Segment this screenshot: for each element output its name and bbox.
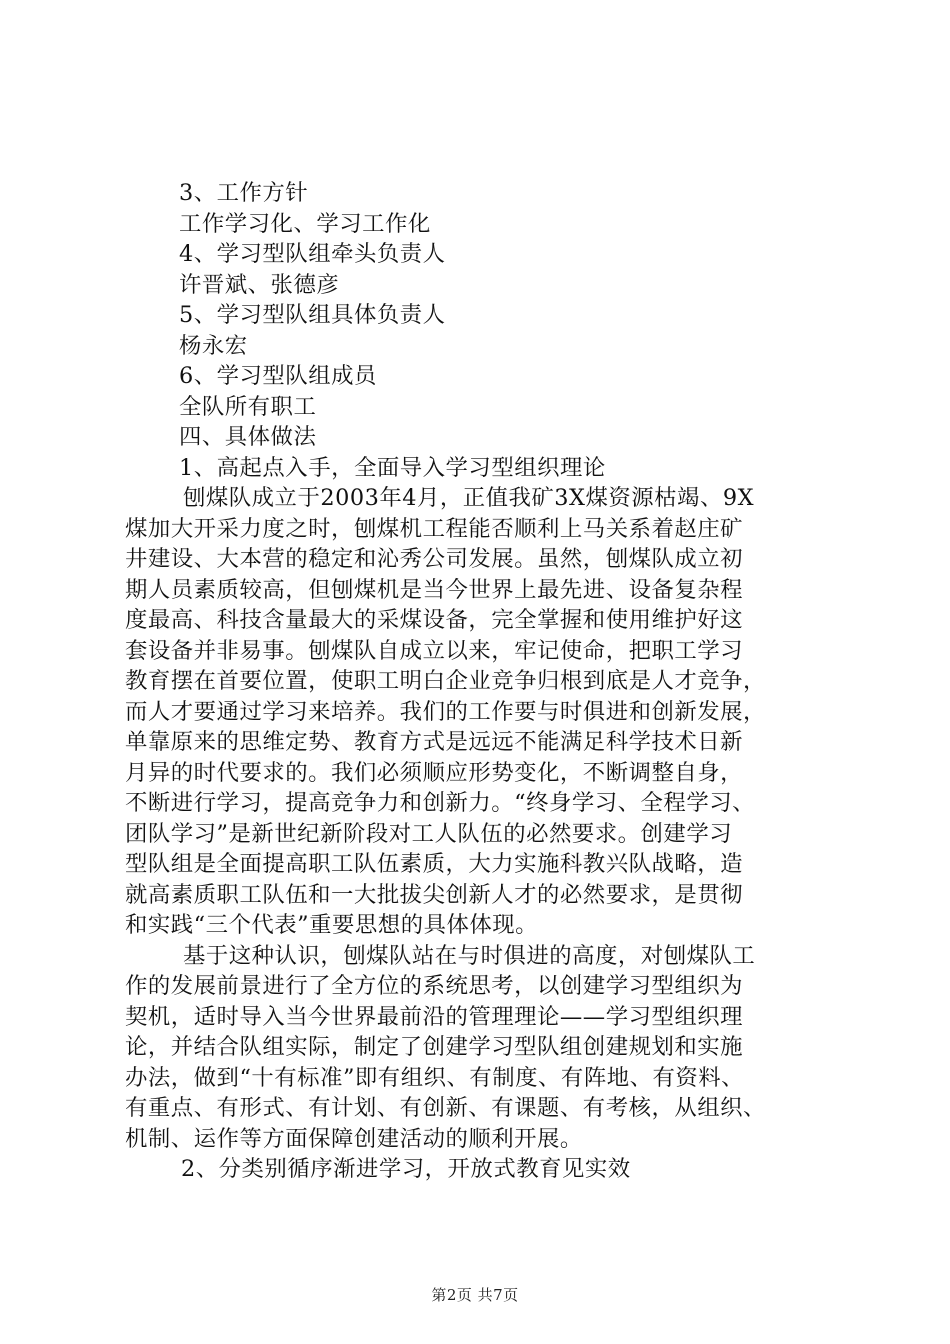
paragraph-line: 刨煤队成立于2003年4月，正值我矿3X煤资源枯竭、9X: [183, 485, 755, 511]
paragraph-line: 不断进行学习，提高竞争力和创新力。“终身学习、全程学习、: [125, 790, 755, 816]
text-line: 工作学习化、学习工作化: [179, 210, 431, 237]
paragraph-line: 契机，适时导入当今世界最前沿的管理理论——学习型组织理: [125, 1003, 744, 1030]
paragraph-line: 套设备并非易事。刨煤队自成立以来，牢记使命，把职工学习: [125, 637, 744, 664]
page-number-footer: 第2页 共7页: [431, 1286, 519, 1304]
section-heading-practices: 四、具体做法: [179, 424, 317, 450]
heading-work-policy: 3、工作方针: [179, 180, 309, 206]
heading-specific-responsible: 5、学习型队组具体负责人: [179, 302, 446, 328]
paragraph-line: 机制、运作等方面保障创建活动的顺利开展。: [125, 1125, 583, 1152]
paragraph-line: 型队组是全面提高职工队伍素质，大力实施科教兴队战略，造: [125, 851, 744, 877]
paragraph-line: 团队学习”是新世纪新阶段对工人队伍的必然要求。创建学习: [125, 820, 733, 847]
heading-lead-responsible: 4、学习型队组牵头负责人: [179, 241, 446, 267]
paragraph-line: 论，并结合队组实际，制定了创建学习型队组创建规划和实施: [125, 1034, 744, 1060]
paragraph-line: 月异的时代要求的。我们必须顺应形势变化，不断调整自身，: [125, 759, 744, 786]
paragraph-line: 度最高、科技含量最大的采煤设备，完全掌握和使用维护好这: [125, 607, 744, 633]
paragraph-line: 煤加大开采力度之时，刨煤机工程能否顺利上马关系着赵庄矿: [125, 515, 744, 542]
heading-members: 6、学习型队组成员: [179, 363, 377, 389]
paragraph-line: 办法，做到“十有标准”即有组织、有制度、有阵地、有资料、: [125, 1064, 745, 1091]
document-body: [125, 178, 860, 1185]
text-line: 全队所有职工: [179, 393, 317, 420]
paragraph-line: 基于这种认识，刨煤队站在与时俱进的高度，对刨煤队工: [183, 942, 756, 969]
paragraph-line: 和实践“三个代表”重要思想的具体体现。: [125, 912, 539, 938]
subheading-2: 2、分类别循序渐进学习，开放式教育见实效: [181, 1156, 631, 1182]
paragraph-line: 作的发展前景进行了全方位的系统思考，以创建学习型组织为: [125, 973, 744, 999]
paragraph-line: 教育摆在首要位置，使职工明白企业竞争归根到底是人才竞争，: [125, 668, 766, 694]
paragraph-line: 单靠原来的思维定势、教育方式是远远不能满足科学技术日新: [125, 729, 744, 755]
paragraph-line: 有重点、有形式、有计划、有创新、有课题、有考核，从组织、: [125, 1095, 766, 1121]
paragraph-line: 期人员素质较高，但刨煤机是当今世界上最先进、设备复杂程: [125, 576, 744, 603]
text-line: 许晋斌、张德彦: [179, 271, 340, 298]
text-line: 杨永宏: [179, 332, 248, 359]
paragraph-line: 就高素质职工队伍和一大批拔尖创新人才的必然要求，是贯彻: [125, 881, 744, 908]
subheading-1: 1、高起点入手，全面导入学习型组织理论: [179, 454, 606, 481]
paragraph-line: 井建设、大本营的稳定和沁秀公司发展。虽然，刨煤队成立初: [125, 546, 744, 572]
paragraph-line: 而人才要通过学习来培养。我们的工作要与时俱进和创新发展，: [125, 698, 766, 725]
